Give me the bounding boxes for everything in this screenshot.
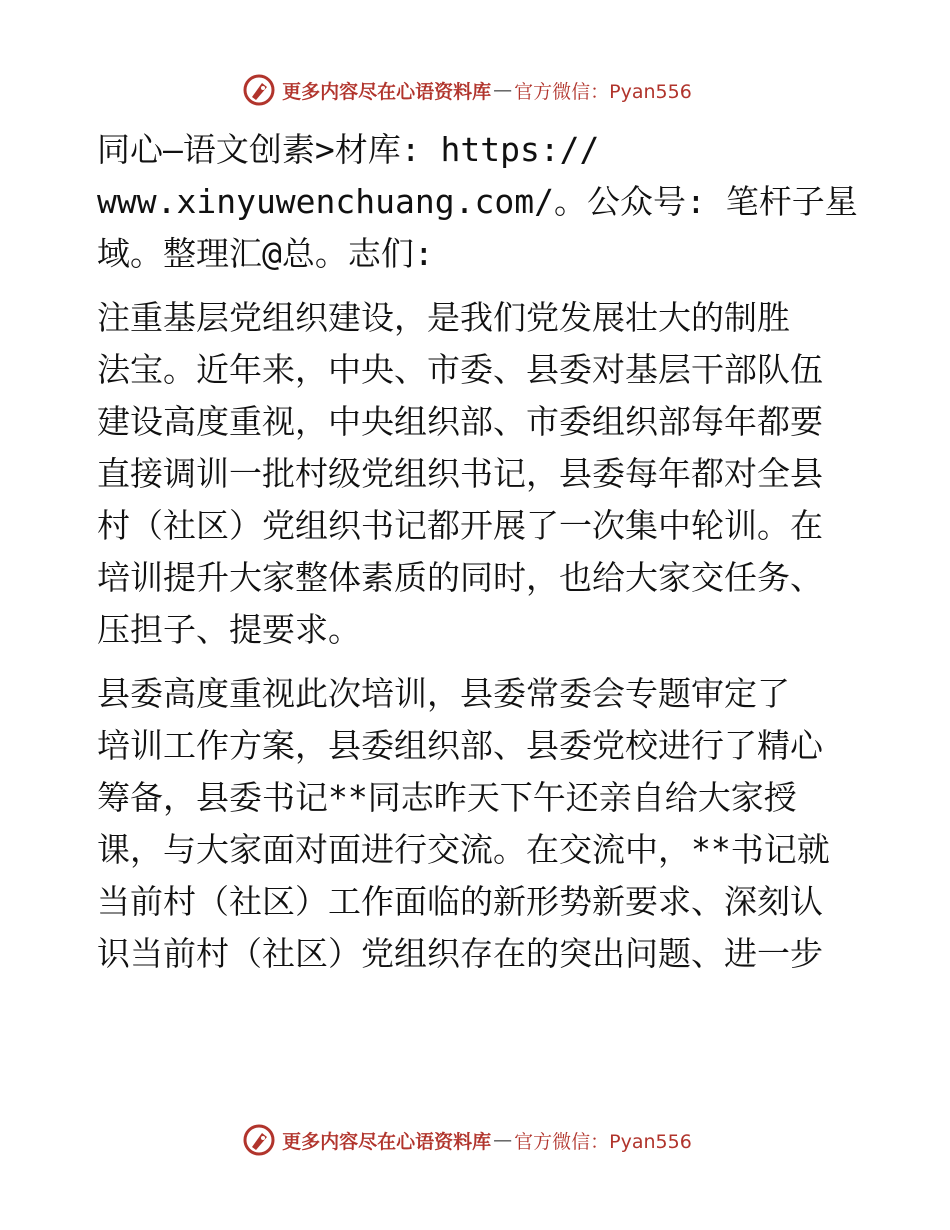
header-watermark-inner (242, 73, 692, 107)
watermark-title: 更多内容尽在心语资料库 (282, 1130, 492, 1153)
text-line: 培训提升大家整体素质的同时，也给大家交任务、 (97, 558, 823, 597)
text-line: 当前村（社区）工作面临的新形势新要求、深刻认 (97, 882, 823, 921)
footer-watermark-inner (242, 1123, 692, 1157)
paragraph-2 (97, 292, 852, 656)
text-line: www.xinyuwenchuang.com/。公众号: 笔杆子星 (97, 182, 858, 221)
pen-nib-logo-icon (242, 1123, 276, 1157)
pen-nib-logo-icon (242, 73, 276, 107)
footer-watermark-banner (0, 1120, 950, 1160)
header-watermark-banner (0, 70, 950, 110)
watermark-separator: — (493, 1129, 513, 1151)
text-line: 筹备，县委书记**同志昨天下午还亲自给大家授 (97, 778, 797, 817)
paragraph-1 (97, 124, 858, 280)
watermark-account: 官方微信：Pyan556 (514, 80, 692, 103)
paragraph-3 (97, 668, 852, 980)
text-line: 培训工作方案，县委组织部、县委党校进行了精心 (97, 726, 823, 765)
text-line: 县委高度重视此次培训，县委常委会专题审定了 (97, 674, 790, 713)
document-body (97, 124, 858, 980)
text-line: 同心—语文创素>材库: https:// (97, 130, 600, 169)
text-line: 建设高度重视，中央组织部、市委组织部每年都要 (97, 402, 823, 441)
text-line: 直接调训一批村级党组织书记，县委每年都对全县 (97, 454, 823, 493)
text-line: 村（社区）党组织书记都开展了一次集中轮训。在 (97, 506, 823, 545)
text-line: 注重基层党组织建设，是我们党发展壮大的制胜 (97, 298, 790, 337)
watermark-account: 官方微信：Pyan556 (514, 1130, 692, 1153)
watermark-title: 更多内容尽在心语资料库 (282, 80, 492, 103)
watermark-separator: — (493, 79, 513, 101)
text-line: 课，与大家面对面进行交流。在交流中，**书记就 (97, 830, 830, 869)
text-line: 识当前村（社区）党组织存在的突出问题、进一步 (97, 934, 823, 973)
text-line: 法宝。近年来，中央、市委、县委对基层干部队伍 (97, 350, 823, 389)
text-line: 压担子、提要求。 (97, 610, 361, 649)
text-line: 域。整理汇@总。志们: (97, 234, 434, 273)
